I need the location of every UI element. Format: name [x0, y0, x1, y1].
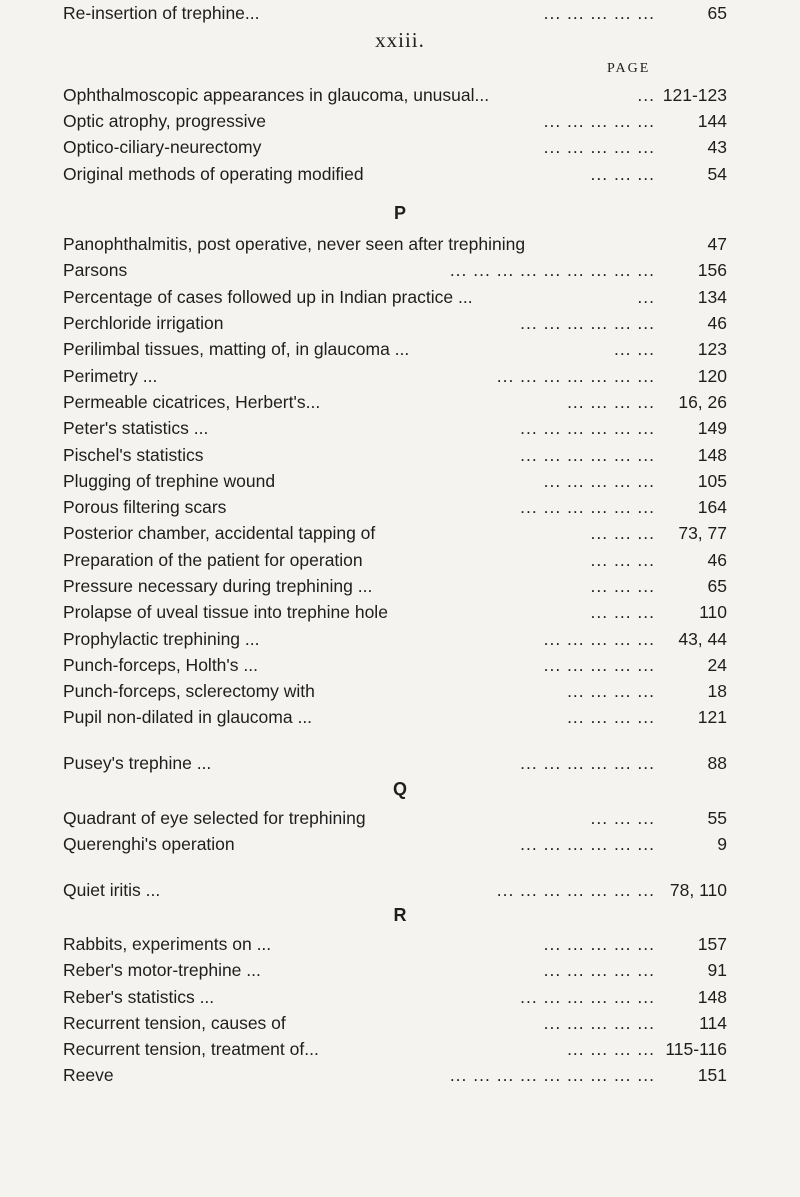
entry-leader-dots: ... ... ... ... ... ... [520, 418, 655, 438]
entry-page-ref: 151 [697, 1065, 727, 1085]
entry-term: Optic atrophy, progressive [63, 111, 266, 131]
entry-term: Rabbits, experiments on ... [63, 934, 272, 954]
entry-term: Peter's statistics ... [63, 418, 209, 438]
entry-leader-dots: ... ... ... ... ... [543, 655, 655, 675]
entry-page-ref: 110 [699, 602, 727, 622]
index-entry [63, 389, 727, 415]
entry-page-ref: 88 [707, 753, 727, 773]
index-entry [63, 931, 727, 957]
page-number: xxiii. [375, 28, 425, 52]
index-entry [63, 336, 727, 362]
entry-leader-dots: ... ... ... ... [567, 1039, 655, 1059]
entry-page-ref: 144 [697, 111, 727, 131]
entry-term: Pupil non-dilated in glaucoma ... [63, 707, 313, 727]
entry-term: Pressure necessary during trephining ... [63, 576, 373, 596]
section-letter-p: P [393, 203, 406, 223]
entry-page-ref: 55 [707, 808, 727, 828]
entry-page-ref: 114 [699, 1013, 727, 1033]
index-entry [63, 877, 727, 903]
entry-leader-dots: ... ... ... ... ... ... [520, 313, 655, 333]
entry-leader-dots: ... ... ... ... [567, 392, 655, 412]
entry-leader-dots: ... ... ... ... ... ... ... [496, 366, 655, 386]
index-entry [63, 678, 727, 704]
entry-page-ref: 164 [697, 497, 727, 517]
entry-page-ref: 134 [697, 287, 727, 307]
entry-page-ref: 121-123 [662, 85, 727, 105]
entry-term: Perimetry ... [63, 366, 158, 386]
entry-term: Prophylactic trephining ... [63, 629, 260, 649]
entry-leader-dots: ... ... ... [590, 808, 655, 828]
entry-page-ref: 65 [707, 3, 727, 23]
entry-page-ref: 156 [697, 260, 727, 280]
entry-leader-dots: ... ... ... [590, 576, 655, 596]
entry-term: Panophthalmitis, post operative, never seen after trephining [63, 234, 526, 254]
index-entry [63, 82, 727, 108]
entry-page-ref: 43 [707, 137, 727, 157]
index-entry [63, 805, 727, 831]
index-entry [63, 626, 727, 652]
index-entry [63, 831, 727, 857]
index-entry [63, 284, 727, 310]
entry-term: Quadrant of eye selected for trephining [63, 808, 366, 828]
index-entry [63, 108, 727, 134]
entry-term: Parsons [63, 260, 128, 280]
entry-term: Pusey's trephine ... [63, 753, 212, 773]
entry-leader-dots: ... ... ... ... ... [543, 3, 655, 23]
entry-term: Optico-ciliary-neurectomy [63, 137, 262, 157]
entry-term: Punch-forceps, Holth's ... [63, 655, 258, 675]
entry-leader-dots: ... ... ... ... ... [543, 629, 655, 649]
entry-page-ref: 46 [707, 550, 727, 570]
entry-page-ref: 43, 44 [678, 629, 727, 649]
index-entry [63, 161, 727, 187]
index-entry [63, 1036, 727, 1062]
entry-leader-dots: ... ... ... ... ... ... [520, 834, 655, 854]
index-entry [63, 547, 727, 573]
entry-leader-dots: ... ... ... ... ... ... [520, 497, 655, 517]
entry-page-ref: 121 [697, 707, 727, 727]
entry-leader-dots: ... ... ... ... ... [543, 137, 655, 157]
section-letter-q: Q [392, 779, 407, 799]
entry-term: Porous filtering scars [63, 497, 227, 517]
entry-leader-dots: ... ... ... ... ... ... ... ... ... [449, 1065, 655, 1085]
entry-leader-dots: ... ... ... [590, 164, 655, 184]
index-entry [63, 0, 727, 26]
entry-page-ref: 46 [707, 313, 727, 333]
entry-leader-dots: ... ... ... ... [567, 681, 655, 701]
entry-page-ref: 115-116 [665, 1039, 727, 1059]
entry-leader-dots: ... ... ... ... [567, 707, 655, 727]
entry-page-ref: 18 [707, 681, 727, 701]
entry-term: Plugging of trephine wound [63, 471, 276, 491]
entry-term: Posterior chamber, accidental tapping of [63, 523, 376, 543]
index-entry [63, 257, 727, 283]
entry-leader-dots: ... ... ... ... ... [543, 934, 655, 954]
entry-leader-dots: ... [637, 85, 655, 105]
entry-page-ref: 149 [697, 418, 727, 438]
entry-term: Perchloride irrigation [63, 313, 224, 333]
entry-term: Quiet iritis ... [63, 880, 161, 900]
index-entry [63, 652, 727, 678]
entry-leader-dots: ... ... ... ... ... [543, 1013, 655, 1033]
entry-term: Reber's motor-trephine ... [63, 960, 261, 980]
entry-page-ref: 148 [697, 987, 727, 1007]
entry-term: Re-insertion of trephine... [63, 3, 260, 23]
entry-leader-dots: ... ... ... [590, 602, 655, 622]
index-entry [63, 134, 727, 160]
entry-page-ref: 91 [707, 960, 727, 980]
index-entry [63, 442, 727, 468]
entry-leader-dots: ... ... ... ... ... [543, 471, 655, 491]
entry-leader-dots: ... ... ... [590, 523, 655, 543]
entry-leader-dots: ... ... ... ... ... ... [520, 753, 655, 773]
index-entry [63, 310, 727, 336]
entry-page-ref: 73, 77 [678, 523, 727, 543]
index-entry [63, 573, 727, 599]
index-entry [63, 231, 727, 257]
entry-page-ref: 47 [707, 234, 727, 254]
entry-term: Preparation of the patient for operation [63, 550, 363, 570]
entry-term: Recurrent tension, treatment of... [63, 1039, 319, 1059]
index-entry [63, 750, 727, 776]
index-entry [63, 1062, 727, 1088]
entry-term: Reber's statistics ... [63, 987, 215, 1007]
entry-leader-dots: ... ... ... ... ... ... ... ... ... [449, 260, 655, 280]
entry-term: Querenghi's operation [63, 834, 235, 854]
index-entry [63, 468, 727, 494]
entry-term: Recurrent tension, causes of [63, 1013, 286, 1033]
index-entry [63, 984, 727, 1010]
index-entry [63, 415, 727, 441]
entry-term: Punch-forceps, sclerectomy with [63, 681, 315, 701]
entry-term: Pischel's statistics [63, 445, 204, 465]
index-entry [63, 704, 727, 730]
entry-term: Prolapse of uveal tissue into trephine hole [63, 602, 388, 622]
index-entry [63, 363, 727, 389]
index-entry [63, 599, 727, 625]
entry-page-ref: 148 [697, 445, 727, 465]
index-entry [63, 494, 727, 520]
index-entry [63, 957, 727, 983]
section-letter-r: R [393, 905, 407, 925]
entry-page-ref: 105 [697, 471, 727, 491]
entry-page-ref: 157 [697, 934, 727, 954]
entry-page-ref: 123 [697, 339, 727, 359]
index-entry [63, 520, 727, 546]
index-entry [63, 1010, 727, 1036]
entry-leader-dots: ... ... [613, 339, 655, 359]
page-column-header: PAGE [607, 61, 651, 76]
entry-page-ref: 24 [707, 655, 727, 675]
entry-page-ref: 78, 110 [669, 880, 727, 900]
entry-term: Ophthalmoscopic appearances in glaucoma, unusual... [63, 85, 490, 105]
entry-leader-dots: ... ... ... ... ... [543, 960, 655, 980]
entry-leader-dots: ... ... ... ... ... ... [520, 445, 655, 465]
entry-page-ref: 65 [707, 576, 727, 596]
entry-leader-dots: ... [637, 287, 655, 307]
entry-leader-dots: ... ... ... ... ... ... [520, 987, 655, 1007]
entry-term: Perilimbal tissues, matting of, in glaucoma ... [63, 339, 410, 359]
entry-page-ref: 120 [697, 366, 727, 386]
entry-term: Original methods of operating modified [63, 164, 364, 184]
entry-leader-dots: ... ... ... [590, 550, 655, 570]
entry-page-ref: 54 [707, 164, 727, 184]
entry-page-ref: 9 [717, 834, 727, 854]
entry-term: Percentage of cases followed up in Indian practice ... [63, 287, 473, 307]
entry-leader-dots: ... ... ... ... ... ... ... [496, 880, 655, 900]
entry-page-ref: 16, 26 [678, 392, 727, 412]
entry-term: Permeable cicatrices, Herbert's... [63, 392, 321, 412]
entry-term: Reeve [63, 1065, 114, 1085]
entry-leader-dots: ... ... ... ... ... [543, 111, 655, 131]
